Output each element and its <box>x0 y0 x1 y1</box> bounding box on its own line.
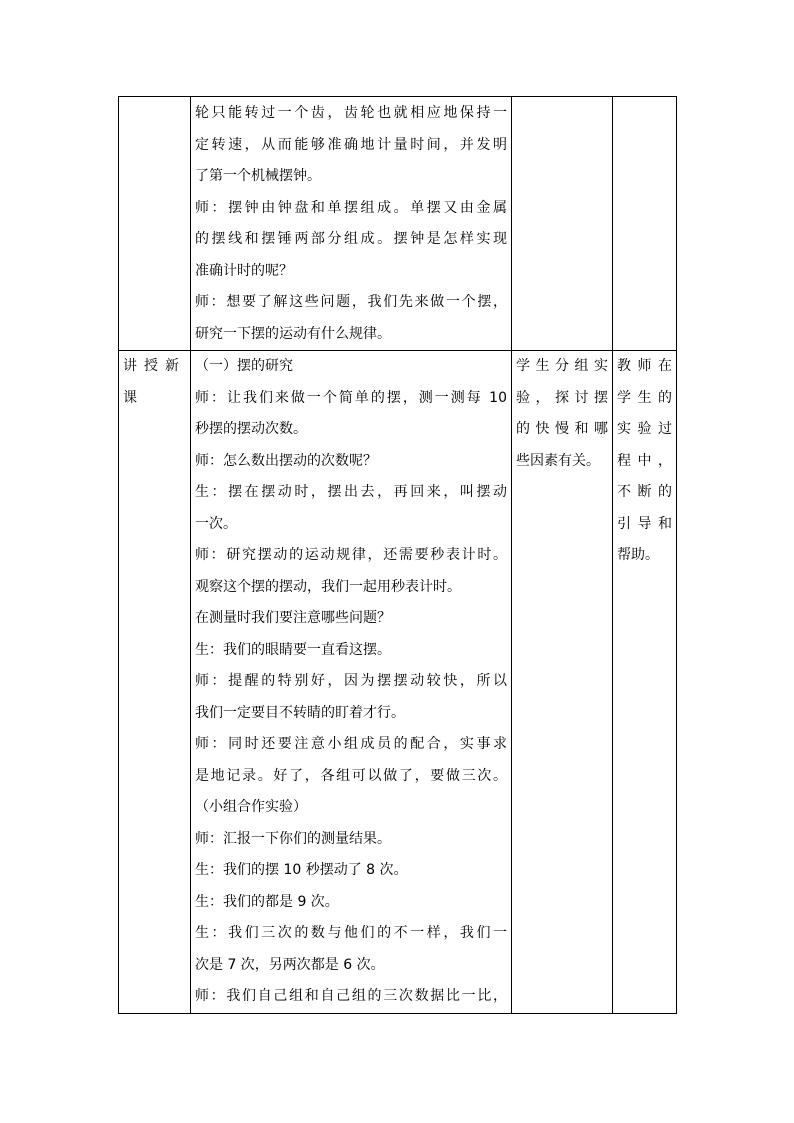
content-line: 观察这个摆的摆动，我们一起用秒表计时。 <box>195 578 461 595</box>
table-row <box>119 351 677 1014</box>
section-cell <box>119 97 191 351</box>
section-cell <box>119 351 191 1014</box>
content-line: 生：我们的摆 10 秒摆动了 8 次。 <box>195 862 408 878</box>
content-line: 生：我们三次的数与他们的不一样，我们一 <box>195 925 507 941</box>
content-line: 师：研究摆动的运动规律，还需要秒表计时。 <box>195 547 507 563</box>
content-line: 是地记录。好了，各组可以做了，要做三次。 <box>195 767 507 784</box>
teacher-activity-line: 学生的 <box>617 389 672 406</box>
content-line: 生：摆在摆动时，摆出去，再回来，叫摆动 <box>195 484 507 500</box>
student-activity-line: 验，探讨摆 <box>516 389 608 406</box>
teacher-activity-line: 实验过 <box>617 421 672 437</box>
content-line: 秒摆的摆动次数。 <box>195 421 307 437</box>
content-line: 次是 7 次，另两次都是 6 次。 <box>195 956 385 973</box>
subsection-heading: （一）摆的研究 <box>195 358 293 374</box>
content-line: 师：提醒的特别好，因为摆摆动较快，所以 <box>195 673 507 689</box>
content-line: 师：怎么数出摆动的次数呢？ <box>195 452 377 469</box>
content-line: 师：同时还要注意小组成员的配合，实事求 <box>195 736 507 752</box>
student-activity-line: 些因素有关。 <box>516 452 600 469</box>
content-line: 师：摆钟由钟盘和单摆组成。单摆又由金属 <box>195 199 507 216</box>
teacher-activity-cell <box>613 351 677 1014</box>
section-label: 讲授新 <box>123 358 186 374</box>
content-line: 定转速，从而能够准确地计量时间，并发明 <box>195 136 507 153</box>
content-line: 在测量时我们要注意哪些问题？ <box>195 610 391 626</box>
content-cell <box>191 351 512 1014</box>
teacher-activity-cell <box>613 97 677 351</box>
content-line: 轮只能转过一个齿，齿轮也就相应地保持一 <box>195 105 507 121</box>
lesson-plan-table <box>118 96 677 1014</box>
section-label: 课 <box>123 389 137 406</box>
content-line: 准确计时的呢？ <box>195 262 293 279</box>
content-cell <box>191 97 512 351</box>
content-line: 生：我们的眼睛要一直看这摆。 <box>195 641 391 658</box>
content-line: 我们一定要目不转睛的盯着才行。 <box>195 704 405 721</box>
content-line: 师：汇报一下你们的测量结果。 <box>195 830 391 847</box>
teacher-activity-line: 帮助。 <box>617 547 659 563</box>
student-activity-line: 的快慢和哪 <box>516 421 608 437</box>
content-line: 师：我们自己组和自己组的三次数据比一比， <box>195 988 507 1004</box>
content-line: 研究一下摆的运动有什么规律。 <box>195 325 391 342</box>
teacher-activity-line: 教师在 <box>617 358 672 374</box>
student-activity-cell <box>512 97 613 351</box>
content-line: （小组合作实验） <box>195 799 307 815</box>
student-activity-line: 学生分组实 <box>516 358 608 374</box>
content-line: 师：让我们来做一个简单的摆，测一测每 10 <box>195 389 507 406</box>
content-line: 师：想要了解这些问题，我们先来做一个摆， <box>195 294 507 310</box>
teacher-activity-line: 程中， <box>617 452 672 469</box>
content-line: 一次。 <box>195 515 237 532</box>
content-line: 了第一个机械摆钟。 <box>195 168 321 184</box>
teacher-activity-line: 引导和 <box>617 515 672 532</box>
content-line: 生：我们的都是 9 次。 <box>195 893 339 910</box>
teacher-activity-line: 不断的 <box>617 484 672 500</box>
content-line: 的摆线和摆锤两部分组成。摆钟是怎样实现 <box>195 231 507 247</box>
student-activity-cell <box>512 351 613 1014</box>
table-row <box>119 97 677 351</box>
